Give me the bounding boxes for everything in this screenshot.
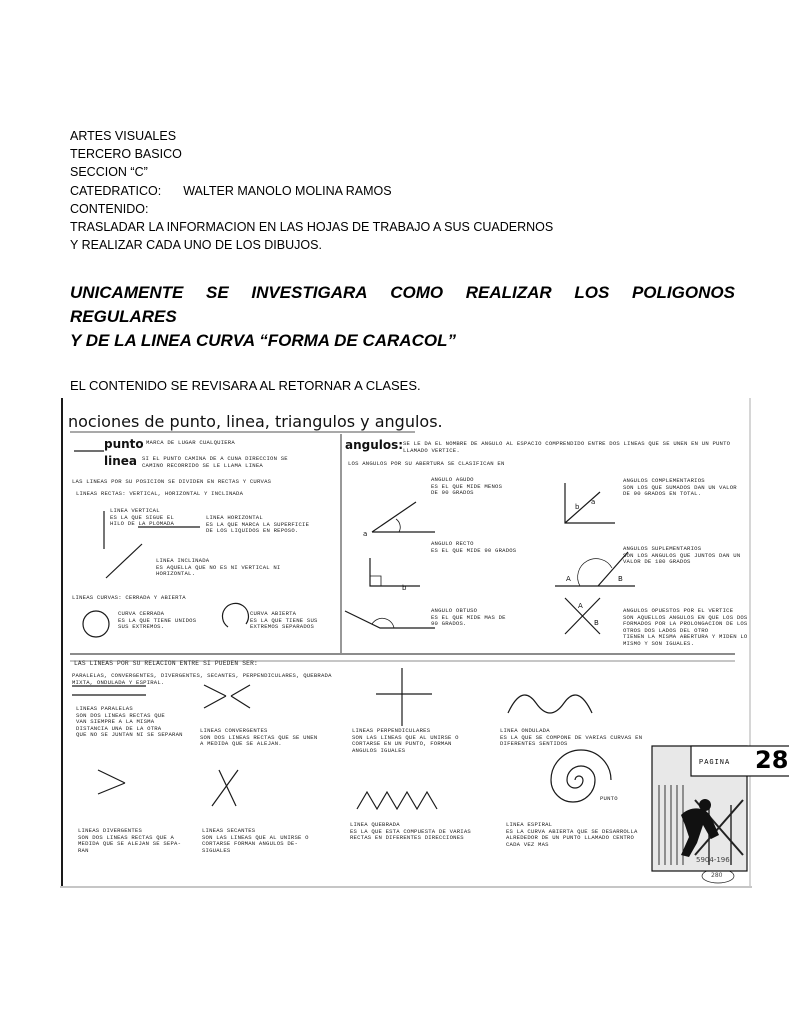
opposite-angles-label: ANGULOS OPUESTOS POR EL VERTICE SON AQUELLOS ANGULOS EN QUE LOS DOS FORMADOS POR LA PROLONGACION DE LOS OTROS DOS LADOS DEL OTRO TIENEN LA MISMA ABERTURA Y MIDEN LO MISMO Y SON IGUALES. <box>623 607 748 647</box>
svg-text:B: B <box>618 575 623 583</box>
secant-lines-drawing <box>212 770 238 806</box>
review-note: EL CONTENIDO SE REVISARA AL RETORNAR A CLASES. <box>70 378 421 393</box>
teacher-label: CATEDRATICO: <box>70 183 162 198</box>
acute-angle-label: ANGULO AGUDO ES EL QUE MIDE MENOS DE 90 GRADOS <box>431 476 503 497</box>
lineas-rectas: LINEAS RECTAS: VERTICAL, HORIZONTAL Y INCLINADA <box>76 490 244 497</box>
closed-curve-drawing <box>83 611 109 637</box>
course-name: ARTES VISUALES <box>70 129 177 143</box>
supplementary-angles-label: ANGULOS SUPLEMENTARIOS SON LOS ANGULOS QUE JUNTOS DAN UN VALOR DE 180 GRADOS <box>623 545 741 566</box>
emphasis-note <box>70 281 735 353</box>
emphasis-line-1 <box>70 281 735 305</box>
parallel-lines-label: LINEAS PARALELAS SON DOS LINEAS RECTAS QUE VAN SIEMPRE A LA MISMA DISTANCIA UNA DE LA OTRA QUE NO SE JUNTAN NI SE SEPARAN <box>76 705 183 739</box>
wavy-line-label: LINEA ONDULADA ES LA QUE SE COMPONE DE VARIAS CURVAS EN DIFERENTES SENTIDOS <box>500 727 643 748</box>
inclined-line-drawing <box>106 544 142 578</box>
closed-curve-label: CURVA CERRADA ES LA QUE TIENE UNIDOS SUS EXTREMOS. <box>118 610 197 631</box>
angulos-definition: SE LE DA EL NOMBRE DE ANGULO AL ESPACIO COMPRENDIDO ENTRE DOS LINEAS QUE SE UNEN EN UN PUNTO LLAMADO VERTICE. <box>403 440 731 454</box>
zigzag-line-drawing <box>357 792 437 809</box>
scanned-worksheet <box>60 398 789 888</box>
page-number: 28 <box>755 746 789 774</box>
complementary-angles-drawing <box>565 483 615 523</box>
instruction-line-2: Y REALIZAR CADA UNO DE LOS DIBUJOS. <box>70 238 322 253</box>
instruction-line-1: TRASLADAR LA INFORMACION EN LAS HOJAS DE TRABAJO A SUS CUADERNOS <box>70 220 554 235</box>
lineas-posicion: LAS LINEAS POR SU POSICION SE DIVIDEN EN RECTAS Y CURVAS <box>72 478 272 485</box>
secant-lines-label: LINEAS SECANTES SON LAS LINEAS QUE AL UNIRSE O CORTARSE FORMAN ANGULOS DE- SIGUALES <box>202 827 309 854</box>
svg-text:A: A <box>566 575 571 583</box>
linea-heading: linea <box>104 454 138 468</box>
right-angle-label: ANGULO RECTO ES EL QUE MIDE 90 GRADOS <box>431 540 517 554</box>
spiral-label: LINEA ESPIRAL ES LA CURVA ABIERTA QUE SE DESARROLLA ALREDEDOR DE UN PUNTO LLAMADO CENTRO CADA VEZ MAS <box>506 821 638 848</box>
assignment-header <box>70 127 553 254</box>
emphasis-word: COMO <box>390 283 444 302</box>
punto-heading: punto <box>104 437 144 451</box>
emphasis-word: REALIZAR <box>465 283 552 302</box>
content-label: CONTENIDO: <box>70 201 149 216</box>
divergent-lines-drawing <box>98 770 125 794</box>
spiral-center-label: PUNTO <box>600 795 618 802</box>
vertical-line-label: LINEA VERTICAL ES LA QUE SIGUE EL HILO DE LA PLOMADA <box>110 507 175 528</box>
emphasis-word: POLIGONOS <box>631 283 735 302</box>
emphasis-word: LOS <box>574 283 610 302</box>
open-curve-label: CURVA ABIERTA ES LA QUE TIENE SUS EXTREMOS SEPARADOS <box>250 610 318 631</box>
teacher-name: WALTER MANOLO MOLINA RAMOS <box>183 183 392 198</box>
svg-text:B: B <box>594 619 599 627</box>
relacion-list: PARALELAS, CONVERGENTES, DIVERGENTES, SECANTES, PERPENDICULARES, QUEBRADA MIXTA, ONDULADA Y ESPIRAL. <box>72 672 332 686</box>
emphasis-word: UNICAMENTE <box>70 283 184 302</box>
convergent-lines-drawing <box>204 685 250 708</box>
svg-text:b: b <box>575 503 580 511</box>
horizontal-line-label: LINEA HORIZONTAL ES LA QUE MARCA LA SUPERFICIE DE LOS LIQUIDOS EN REPOSO. <box>206 514 310 535</box>
emphasis-word: SE <box>206 283 229 302</box>
emphasis-line-3: Y DE LA LINEA CURVA “FORMA DE CARACOL” <box>70 331 456 350</box>
divergent-lines-label: LINEAS DIVERGENTES SON DOS LINEAS RECTAS QUE A MEDIDA QUE SE ALEJAN SE SEPA- RAN <box>78 827 182 854</box>
worksheet-title: nociones de punto, linea, triangulos y angulos. <box>68 412 443 431</box>
lineas-curvas: LINEAS CURVAS: CERRADA Y ABIERTA <box>72 594 186 601</box>
open-curve-drawing <box>222 603 248 627</box>
right-angle-drawing <box>370 558 420 586</box>
inclined-line-label: LINEA INCLINADA ES AQUELLA QUE NO ES NI VERTICAL NI HORIZONTAL. <box>156 557 281 578</box>
teacher-line <box>70 182 553 200</box>
obtuse-angle-label: ANGULO OBTUSO ES EL QUE MIDE MAS DE 90 GRADOS. <box>431 607 506 628</box>
acute-angle-drawing <box>372 502 435 532</box>
wavy-line-drawing <box>508 695 592 713</box>
page-number-illustration <box>651 745 789 872</box>
emphasis-word: INVESTIGARA <box>251 283 368 302</box>
svg-text:b: b <box>402 584 407 592</box>
stamp-number: 280 <box>711 872 723 879</box>
svg-text:A: A <box>578 602 583 610</box>
complementary-angles-label: ANGULOS COMPLEMENTARIOS SON LOS QUE SUMADOS DAN UN VALOR DE 90 GRADOS EN TOTAL. <box>623 477 737 498</box>
svg-text:a: a <box>591 498 596 506</box>
pagina-label: PAGINA <box>699 759 731 767</box>
svg-text:a: a <box>363 530 368 538</box>
angulos-heading: angulos: <box>345 438 404 452</box>
zigzag-line-label: LINEA QUEBRADA ES LA QUE ESTA COMPUESTA DE VARIAS RECTAS EN DIFERENTES DIRECCIONES <box>350 821 471 842</box>
convergent-lines-label: LINEAS CONVERGENTES SON DOS LINEAS RECTAS QUE SE UNEN A MEDIDA QUE SE ALEJAN. <box>200 727 318 748</box>
stamp-code: 5904-196 <box>696 856 730 864</box>
obtuse-angle-drawing <box>345 611 435 628</box>
angulos-abertura: LOS ANGULOS POR SU ABERTURA SE CLASIFICAN EN <box>348 460 505 467</box>
punto-definition: MARCA DE LUGAR CUALQUIERA <box>146 439 235 446</box>
relacion-heading: LAS LINEAS POR SU RELACION ENTRE SI PUEDEN SER: <box>74 660 258 667</box>
section: SECCION “C” <box>70 165 148 180</box>
emphasis-line-2: REGULARES <box>70 307 177 326</box>
linea-definition: SI EL PUNTO CAMINA DE A CUNA DIRECCION SE CAMINO RECORRIDO SE LE LLAMA LINEA <box>142 455 288 469</box>
perpendicular-lines-label: LINEAS PERPENDICULARES SON LAS LINEAS QUE AL UNIRSE O CORTARSE EN UN PUNTO, FORMAN ANGULOS IGUALES <box>352 727 459 754</box>
grade-level: TERCERO BASICO <box>70 147 182 162</box>
